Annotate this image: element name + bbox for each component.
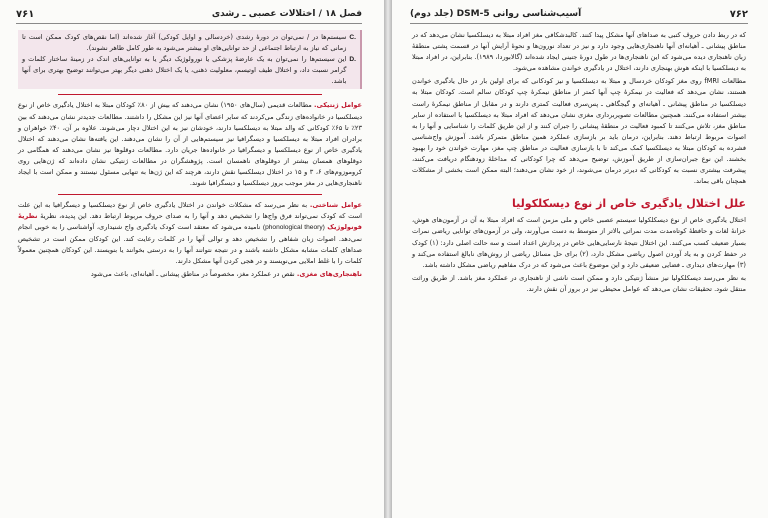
key-term: نظریهٔ فونولوژیک [18,212,362,232]
paragraph-label: عوامل شناختی. [309,201,362,210]
latin-term: (phonological theory) [262,224,325,232]
criteria-item [22,54,356,87]
paragraph [18,100,362,189]
item-text: این سیستم‌ها را نمی‌توان به یک عارضهٔ پزشکی یا نورولوژیک دیگر یا به توانایی‌های اندک در زمینهٔ ساختار کلمات و گرامر نسبت داد، و اختلال طیف اوتیسم، معلولیت ذهنی، یا یک اختلال ذهنی دیگر بهتر می‌توانند توضیح بهتری برای آنها باشد. [22,55,347,86]
page-number: ۷۶۲ [729,8,748,20]
page-body [18,30,362,282]
paragraph: که در ربط دادن حروف کتبی به صداهای آنها مشکل پیدا کنند. کالبدشکافی مغز افراد مبتلا به دیسلکسیا نشان می‌دهد که در مناطق پیشانی ـ آهیانه‌ای آنها ناهنجاری‌هایی وجود دارد و نیز در تعداد نورون‌ها و نحوهٔ آرایش آنها در قسمت پشتی منطقهٔ زبان ناهنجاری دیده می‌شود که این ناهنجاری‌ها در طول دورهٔ جنینی ایجاد شده‌اند (گالابوردا، ۱۹۸۹). بنابراین، در افراد مبتلا به دیسلکسیا با اینکه هوش بهنجاری دارند، اختلال در یادگیری خواندن مشاهده می‌شود. [412,31,746,73]
paragraph-label: ناهنجاری‌های مغزی. [296,269,362,278]
right-page [392,0,768,518]
paragraph: مطالعات fMRI روی مغز کودکان خردسال و مبتلا به دیسلکسیا و نیز کودکانی که برای اولین بار در حال یادگیری خواندن هستند، نشان می‌دهد که فعالیت در نیمکرهٔ چپ آنها کمتر از مناطق نیمکرهٔ چپ کودکان سالم است. کودکان مبتلا به دیسلکسیا در مناطق پیشانی ـ آهیانه‌ای و گیجگاهی ـ پس‌سری فعالیت کمتری دارند و در مقابل از مناطق نیمکرهٔ راست بیشتر استفاده می‌کنند. همچنین مطالعات تصویربرداری مغزی نشان می‌دهد که افراد مبتلا به دیسلکسیا با استفاده از سایر مناطق مغز، تلاش می‌کنند تا کمبود فعالیت در منطقهٔ پیشانی را جبران کنند و از این طریق کلمات را شناسایی و آنها را به اصوات مربوط ارتباط دهند. بنابراین، درمان باید بر بازسازی عملکرد همین مناطق متمرکز باشد. آموزش واج‌شناسی فشرده به کودکان مبتلا به دیسلکسیا کمک می‌کند تا با بازسازی فعالیت در مناطق چپ مغز، مهارت خواندن خود را بهبود بخشند. این نوع جبران‌سازی از طریق آموزش، توضیح می‌دهد که چرا کودکانی که مداخلهٔ زودهنگام دریافت می‌کنند، پیشرفت بیشتری نسبت به کودکانی که دیرتر درمان می‌شوند، از خود نشان می‌دهند؛ البته ممکن است بخشی از مشکلات همچنان باقی بماند. [412,77,746,186]
running-title: آسیب‌شناسی روانی DSM-5 (جلد دوم) [410,9,582,19]
header-rule [410,23,748,24]
paragraph: اختلال یادگیری خاص از نوع دیسکلکولیا سیستم عصبی خاص و ملی مزمن است که افراد مبتلا به آن در آزمون‌های هوش، خزانهٔ لغات و حافظهٔ کوتاه‌مدت مدت نمراتی بالاتر از متوسط به دست می‌آورند، ولی در آزمون‌های توانایی ریاضی نمرات بسیار ضعیف کسب می‌کنند. این اختلال نتیجهٔ نارسایی‌هایی خاص در پردازش اعداد است و سه حالت اصلی دارد: (۱) کودک در حفظ کردن و به یاد آوردن اصول ریاضی مشکل دارد، (۲) برای حل مسائل ریاضی از روش‌های نابالغ استفاده می‌کند و (۳) مهارت‌های دیداری ـ فضایی ضعیفی دارد و این موضوع باعث می‌شود که در درک مفاهیم ریاضی مشکل داشته باشد. [412,216,746,269]
item-marker: D. [349,56,356,64]
paragraph-text: نامیده می‌شود که معتقد است کودک یادگیری واج شنیداری، آواشناسی را به خوبی انجام نمی‌دهد. اصوات زبان شفاهی را تشخیص دهد و توالی آنها را در کلمات رعایت کند. این کودکان ممکن است در تشخیص صداهای کلمات مشابه مشکل داشته باشند و در نتیجه نتوانند آنها را به درستی بخوانند یا بنویسند. این کودکان همچنین معمولاً کلمات را با غلط املایی می‌نویسند و در هجی کردن آنها مشکل دارند. [18,223,362,265]
item-marker: C. [349,34,356,41]
paragraph-text: نقص در عملکرد مغز، مخصوصاً در مناطق پیشانی ـ آهیانه‌ای، باعث می‌شود [90,269,295,278]
book-gutter [384,0,392,518]
section-title: علل اختلال یادگیری خاص از نوع دیسکلکولیا [511,197,746,211]
page-header [16,6,362,22]
running-title: فصل ۱۸ / اختلالات عصبی ـ رشدی [211,9,362,19]
page-body [412,30,746,297]
divider [58,194,322,195]
header-rule [16,23,362,24]
page-header [410,6,748,22]
paragraph [18,269,362,280]
criteria-box [18,30,362,89]
paragraph-text: مطالعات قدیمی (سال‌های ۱۹۵۰) نشان می‌دهند که بیش از ۸۰٪ کودکان مبتلا به اختلال یادگیری خاص از نوع دیسلکسیا در خانواده‌های زندگی می‌کردند که سایر اعضای آنها نیز این مشکل را داشتند. مطالعات جدیدتر نشان می‌دهند که بین ۲۳٪ تا ۶۵٪ کودکانی که والد مبتلا به دیسلکسیا دارند، خودشان نیز به این اختلال دچار می‌شوند. علاوه بر آن، ۴۰٪ خواهران و برادران افراد مبتلا به دیسلکسیا و دیسگرافیا نیز سیستم‌هایی از آن را نشان می‌دهند. این یافته‌ها نشان می‌دهند که اختلال یادگیری خاص از نوع دیسلکسیا و دیسگرافیا در خانواده‌ها جریان دارد. مطالعات دوقلوها نیز نشان می‌دهند که همگامی در دوقلوهای همسان بیشتر از دوقلوهای ناهمسان است. پژوهشگران در مطالعات ژنتیکی نشان داده‌اند که ژن‌هایی روی کروموزوم‌های ۶، ۳ و ۱۵ در اختلال دیسلکسیا نقش دارند، هرچند که این ژن‌ها به تنهایی مسئول نیستند و ممکن است با ایجاد ناهنجاری‌هایی در مغز موجب بروز دیسلکسیا و دیسگرافیا شوند. [18,101,362,188]
page-number: ۷۶۱ [16,8,35,20]
divider [58,94,322,95]
paragraph-text: به نظر می‌رسد که مشکلات خواندن در اختلال یادگیری خاص از نوع دیسلکسیا و دیسگرافیا به این علت است که کودک نمی‌تواند فرق واج‌ها را تشخیص دهد و آنها را به صدای حروف مربوط ارتباط دهد. این پدیده، نظریهٔ [18,201,362,221]
item-text: سیستم‌ها در / نمی‌توان در دورهٔ رشدی (خردسالی و اوایل کودکی) آغاز شده‌اند (اما نقص‌های کودک ممکن است تا زمانی که نیاز به ارتباط اجتماعی از حد توانایی‌های او بیشتر می‌شود به طور کامل ظاهر نشوند). [22,33,347,53]
criteria-item [22,32,356,54]
paragraph-label: عوامل ژنتیکی. [314,101,362,110]
paragraph [18,200,362,267]
paragraph: به نظر می‌رسد دیسکلکولیا نیز منشأ ژنتیکی دارد و ممکن است ناشی از ناهنجاری در عملکرد مغز باشد. از طریق وراثت منتقل شود. تحقیقات نشان می‌دهد که عوامل محیطی نیز در بروز آن نقش دارند. [412,273,746,293]
